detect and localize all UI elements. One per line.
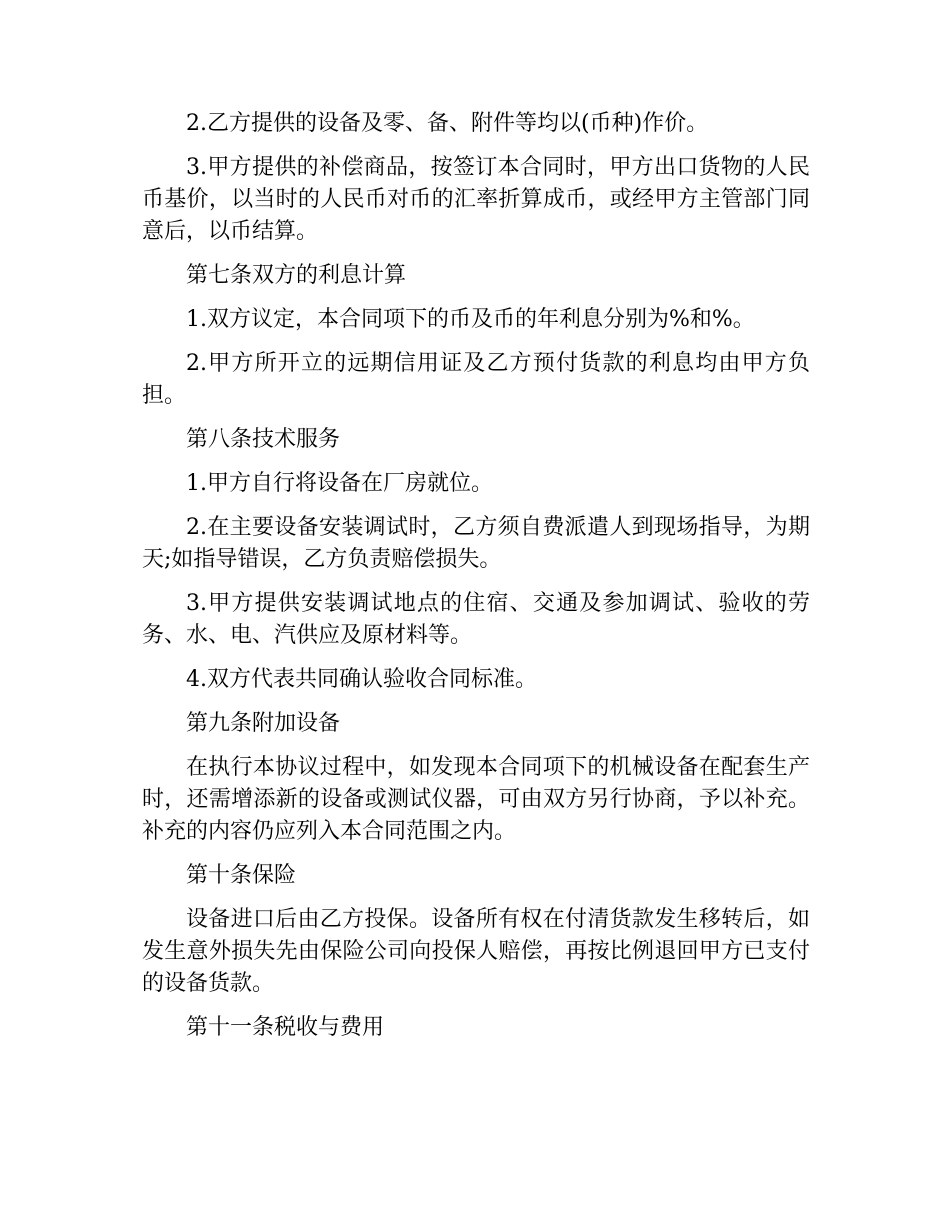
heading-article-11: 第十一条税收与费用 [186, 1015, 385, 1040]
paragraph-installation-support: 3.甲方提供安装调试地点的住宿、交通及参加调试、验收的劳务、水、电、汽供应及原材料等。 [142, 591, 810, 648]
paragraph-acceptance-standard: 4.双方代表共同确认验收合同标准。 [186, 667, 537, 692]
heading-article-10: 第十条保险 [186, 863, 297, 888]
heading-article-7: 第七条双方的利息计算 [186, 263, 407, 288]
paragraph-compensation-goods: 3.甲方提供的补偿商品，按签订本合同时，甲方出口货物的人民币基价，以当时的人民币对币的汇率折算成币，或经甲方主管部门同意后，以币结算。 [142, 155, 810, 244]
paragraph-additional-equipment: 在执行本协议过程中，如发现本合同项下的机械设备在配套生产时，还需增添新的设备或测试仪器，可由双方另行协商，予以补充。补充的内容仍应列入本合同范围之内。 [142, 755, 810, 844]
paragraph-installation-guidance: 2.在主要设备安装调试时，乙方须自费派遣人到现场指导，为期天;如指导错误，乙方负责赔偿损失。 [142, 515, 810, 572]
paragraph-insurance: 设备进口后由乙方投保。设备所有权在付清货款发生移转后，如发生意外损失先由保险公司向投保人赔偿，再按比例退回甲方已支付的设备货款。 [142, 907, 810, 996]
heading-article-9: 第九条附加设备 [186, 711, 341, 736]
paragraph-equipment-placement: 1.甲方自行将设备在厂房就位。 [186, 471, 493, 496]
paragraph-interest-burden: 2.甲方所开立的远期信用证及乙方预付货款的利息均由甲方负担。 [142, 351, 810, 408]
paragraph-interest-rate: 1.双方议定，本合同项下的币及币的年利息分别为%和%。 [186, 307, 755, 332]
heading-article-8: 第八条技术服务 [186, 427, 341, 452]
paragraph-payment-currency: 2.乙方提供的设备及零、备、附件等均以(币种)作价。 [186, 111, 709, 136]
